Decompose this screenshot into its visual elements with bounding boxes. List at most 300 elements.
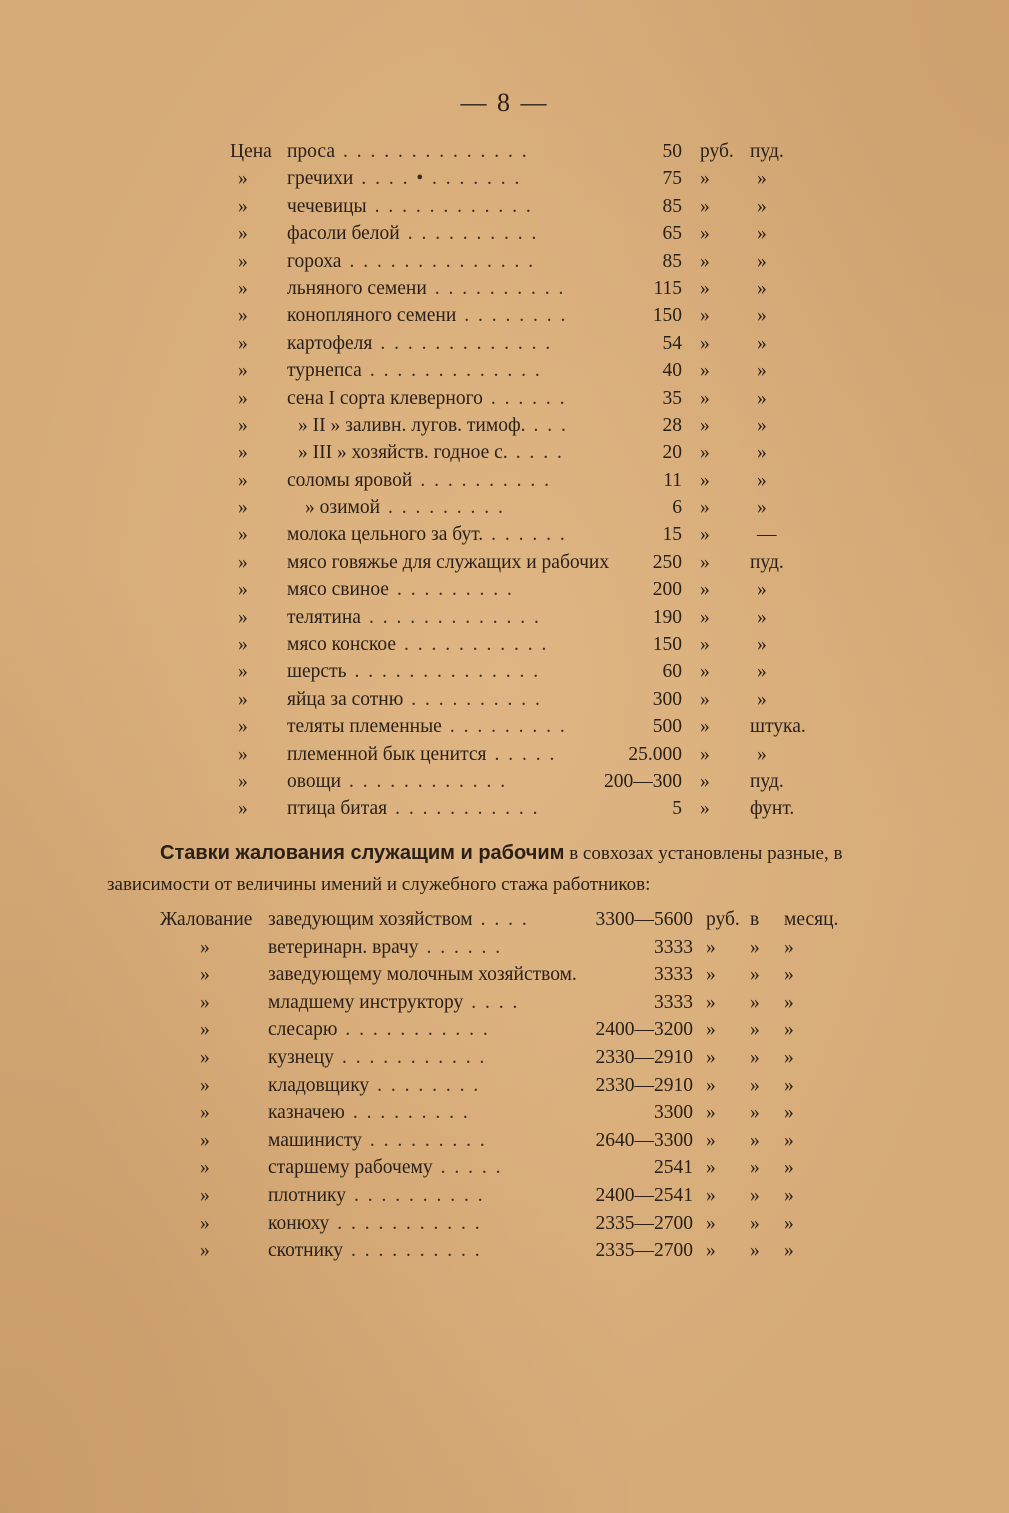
price-item-label: птица битая — [287, 798, 388, 820]
salary-row — [0, 906, 1009, 934]
salary-row — [0, 1154, 1009, 1182]
price-row — [0, 357, 1009, 384]
ditto-mark: » — [238, 250, 248, 272]
salary-value: 2335—2700 — [595, 1240, 693, 1262]
price-unit: » — [700, 277, 710, 299]
price-measure: » — [757, 414, 767, 436]
salary-unit: » — [784, 936, 794, 958]
price-item — [287, 467, 551, 494]
salary-unit: » — [750, 1074, 760, 1096]
price-value: 85 — [662, 250, 682, 272]
salary-unit: » — [706, 1157, 716, 1179]
section-text: в совхозах установлены разные, в зависимости от величины имений и служебного стажа работников: — [107, 843, 843, 895]
salary-item-label: скотнику — [268, 1240, 343, 1262]
leader-dots: . . . . . . . . . . . . . . — [354, 661, 541, 683]
price-value: 150 — [652, 634, 682, 656]
price-item-label: мясо конское — [287, 634, 397, 656]
salary-item-label: заведующим хозяйством — [268, 909, 473, 930]
price-unit: » — [700, 579, 710, 601]
price-item — [287, 576, 514, 603]
leader-dots: . . . . . . . . . . — [350, 1240, 482, 1262]
leader-dots: . . . . . . . . . — [388, 497, 505, 519]
leader-dots: . . . . . . . . . . — [434, 277, 566, 299]
price-item-label: телятина — [287, 606, 361, 628]
price-row — [0, 439, 1009, 466]
page-number: — 8 — — [460, 88, 549, 117]
price-row — [0, 768, 1009, 795]
ditto-mark: » — [238, 305, 248, 327]
salary-unit: » — [784, 1212, 794, 1234]
salary-value: 2541 — [654, 1157, 693, 1179]
price-measure: » — [757, 606, 767, 628]
salary-row — [0, 934, 1009, 962]
leader-dots: . . . . . . . . . — [396, 579, 514, 601]
leader-dots: . . . . — [480, 909, 529, 930]
price-value: 500 — [652, 716, 682, 738]
price-item — [287, 741, 556, 768]
salary-item-label: кузнецу — [268, 1046, 334, 1068]
price-unit: » — [700, 743, 710, 765]
price-row — [0, 521, 1009, 548]
price-item — [287, 220, 538, 247]
price-measure: » — [757, 579, 767, 601]
salary-value: 3333 — [654, 991, 693, 1013]
price-value: 15 — [662, 524, 682, 546]
price-unit: » — [700, 332, 710, 354]
leader-dots: . . . . . . — [490, 387, 567, 409]
price-item-label: соломы яровой — [287, 469, 413, 491]
salary-item — [268, 1154, 502, 1182]
price-row — [0, 330, 1009, 357]
price-unit: » — [700, 414, 710, 436]
ditto-mark: » — [238, 798, 248, 820]
price-item-label: племенной бык ценится — [287, 743, 487, 765]
salary-item — [268, 1210, 482, 1238]
price-item — [287, 193, 533, 220]
salary-item — [268, 1099, 470, 1127]
salary-unit: руб. — [706, 909, 740, 930]
ditto-mark: » — [200, 964, 210, 986]
price-item-label: гороха — [287, 250, 342, 272]
price-row — [0, 741, 1009, 768]
salary-unit: » — [750, 1184, 760, 1206]
price-value: 65 — [662, 223, 682, 245]
leader-dots: . . . . . . . . . . . . . . — [342, 141, 529, 162]
price-value: 60 — [662, 661, 682, 683]
price-unit: » — [700, 606, 710, 628]
price-row — [0, 467, 1009, 494]
salary-unit: » — [784, 1157, 794, 1179]
price-row — [0, 604, 1009, 631]
salary-unit: » — [784, 1102, 794, 1124]
price-item-label: гречихи — [287, 168, 354, 190]
leader-dots: . . . . . . . . . . . . . — [368, 606, 541, 628]
price-measure: — — [757, 524, 777, 546]
ditto-mark: » — [200, 1019, 210, 1041]
price-item — [287, 138, 529, 165]
salary-unit: » — [784, 1129, 794, 1151]
salary-unit: месяц. — [784, 909, 839, 930]
price-item-label: овощи — [287, 770, 342, 792]
price-prefix: Цена — [230, 141, 272, 162]
salary-unit: » — [750, 1046, 760, 1068]
salary-unit: » — [784, 1046, 794, 1068]
price-measure: » — [757, 743, 767, 765]
price-measure: » — [757, 497, 767, 519]
price-measure: » — [757, 332, 767, 354]
leader-dots: . . . . — [515, 442, 564, 464]
ditto-mark: » — [238, 414, 248, 436]
ditto-mark: » — [200, 1157, 210, 1179]
price-item-label: шерсть — [287, 661, 347, 683]
salary-unit: » — [706, 936, 716, 958]
leader-dots: . . . . . . . . . — [369, 1129, 487, 1151]
salary-value: 2330—2910 — [595, 1074, 693, 1096]
price-row — [0, 138, 1009, 165]
price-item — [287, 686, 542, 713]
ditto-mark: » — [238, 168, 248, 190]
price-row — [0, 302, 1009, 329]
salary-value: 2400—2541 — [595, 1184, 693, 1206]
salary-item-label: кладовщику — [268, 1074, 370, 1096]
price-unit: » — [700, 223, 710, 245]
price-unit: » — [700, 387, 710, 409]
price-measure: » — [757, 469, 767, 491]
salary-item — [268, 989, 519, 1017]
ditto-mark: » — [200, 1240, 210, 1262]
salary-row — [0, 1182, 1009, 1210]
salary-item — [268, 934, 502, 962]
salary-item — [268, 961, 585, 989]
price-measure: » — [757, 305, 767, 327]
price-row — [0, 658, 1009, 685]
salary-item — [268, 1127, 487, 1155]
price-value: 11 — [663, 469, 682, 491]
ditto-mark: » — [200, 1046, 210, 1068]
price-unit: » — [700, 250, 710, 272]
salary-item — [268, 1016, 490, 1044]
price-item-label: конопляного семени — [287, 305, 457, 327]
ditto-mark: » — [238, 743, 248, 765]
salary-item-label: казначею — [268, 1102, 345, 1124]
price-item-label: мясо говяжье для служащих и рабочих — [287, 551, 610, 573]
salary-unit: » — [706, 1184, 716, 1206]
price-value: 75 — [662, 168, 682, 190]
price-item — [287, 165, 521, 192]
price-value: 35 — [662, 387, 682, 409]
price-measure: фунт. — [750, 798, 795, 820]
ditto-mark: » — [200, 1074, 210, 1096]
price-measure: » — [757, 168, 767, 190]
price-item-label: » озимой — [305, 497, 381, 519]
price-unit: » — [700, 195, 710, 217]
ditto-mark: » — [238, 332, 248, 354]
price-row — [0, 385, 1009, 412]
ditto-mark: » — [200, 1184, 210, 1206]
price-value: 6 — [672, 497, 682, 519]
price-item-label: » II » заливн. лугов. тимоф. — [298, 414, 526, 436]
price-item — [287, 658, 540, 685]
price-measure: пуд. — [750, 141, 784, 162]
price-value: 54 — [662, 332, 682, 354]
leader-dots: . . . . . . . . . . . — [337, 1212, 482, 1234]
price-list — [0, 138, 1009, 823]
ditto-mark: » — [200, 936, 210, 958]
ditto-mark: » — [238, 387, 248, 409]
price-value: 250 — [652, 551, 682, 573]
price-item — [287, 521, 567, 548]
price-item-label: турнепса — [287, 360, 362, 382]
salary-value: 3300—5600 — [595, 909, 693, 930]
price-row — [0, 494, 1009, 521]
leader-dots: . . . . . . . . . . . . — [349, 770, 508, 792]
ditto-mark: » — [238, 469, 248, 491]
price-measure: » — [757, 277, 767, 299]
salary-unit: » — [784, 1019, 794, 1041]
price-value: 25.000 — [628, 743, 682, 765]
price-unit: руб. — [700, 141, 734, 162]
salary-unit: » — [706, 964, 716, 986]
leader-dots: . . . . . . . . — [377, 1074, 481, 1096]
salary-unit: » — [706, 991, 716, 1013]
price-item-label: яйца за сотню — [287, 688, 404, 710]
salary-value: 2330—2910 — [595, 1046, 693, 1068]
salary-unit: » — [706, 1212, 716, 1234]
leader-dots: . . . . . . — [491, 524, 567, 546]
price-item — [287, 385, 567, 412]
salary-item-label: заведующему молочным хозяйством. — [268, 964, 577, 986]
salary-row — [0, 1044, 1009, 1072]
leader-dots: . . . . . . . . . . . . — [374, 195, 533, 217]
ditto-mark: » — [238, 661, 248, 683]
price-value: 190 — [652, 606, 682, 628]
ditto-mark: » — [238, 360, 248, 382]
salary-unit: » — [784, 1240, 794, 1262]
salary-item-label: младшему инструктору — [268, 991, 464, 1013]
price-measure: » — [757, 661, 767, 683]
price-row — [0, 220, 1009, 247]
salary-item-label: конюху — [268, 1212, 330, 1234]
salary-row — [0, 1237, 1009, 1265]
price-value: 115 — [653, 277, 682, 299]
price-row — [0, 165, 1009, 192]
price-item-label: чечевицы — [287, 195, 367, 217]
salary-value: 2335—2700 — [595, 1212, 693, 1234]
ditto-mark: » — [200, 991, 210, 1013]
salary-value: 2640—3300 — [595, 1129, 693, 1151]
leader-dots: . . . . . . . . — [464, 305, 568, 327]
salary-prefix: Жалование — [160, 909, 253, 930]
salary-item-label: ветеринарн. врачу — [268, 936, 419, 958]
salary-row — [0, 1016, 1009, 1044]
ditto-mark: » — [238, 688, 248, 710]
price-item — [287, 549, 617, 576]
price-unit: » — [700, 442, 710, 464]
leader-dots: . . . . . . . . . . — [354, 1184, 485, 1206]
price-value: 28 — [662, 414, 682, 436]
salary-row — [0, 1099, 1009, 1127]
price-value: 150 — [652, 305, 682, 327]
leader-dots: . . . . — [471, 991, 520, 1013]
price-item — [287, 275, 565, 302]
price-item-label: льняного семени — [287, 277, 427, 299]
salary-unit: » — [750, 1212, 760, 1234]
price-measure: пуд. — [750, 770, 784, 792]
price-item-label: проса — [287, 141, 335, 162]
price-measure: » — [757, 688, 767, 710]
price-unit: » — [700, 168, 710, 190]
price-item — [287, 248, 535, 275]
salary-item-label: плотнику — [268, 1184, 346, 1206]
leader-dots: . . . . . . . . . — [449, 716, 567, 738]
salary-unit: » — [750, 1157, 760, 1179]
price-measure: » — [757, 442, 767, 464]
leader-dots: . . . . . . . . . . . — [345, 1019, 490, 1041]
price-unit: » — [700, 688, 710, 710]
price-row — [0, 412, 1009, 439]
ditto-mark: » — [238, 606, 248, 628]
leader-dots: . . . . • . . . . . . . — [361, 168, 522, 190]
price-unit: » — [700, 497, 710, 519]
ditto-mark: » — [238, 497, 248, 519]
salary-item-label: старшему рабочему — [268, 1157, 433, 1179]
price-value: 50 — [662, 141, 682, 162]
salary-row — [0, 961, 1009, 989]
salary-section-paragraph — [107, 838, 887, 900]
ditto-mark: » — [238, 770, 248, 792]
salary-list — [0, 906, 1009, 1265]
price-value: 200 — [652, 579, 682, 601]
ditto-mark: » — [238, 716, 248, 738]
salary-unit: » — [784, 1184, 794, 1206]
leader-dots: . . . . . — [440, 1157, 503, 1179]
price-row — [0, 686, 1009, 713]
price-unit: » — [700, 770, 710, 792]
section-heading: Ставки жалования служащим и рабочим — [160, 842, 565, 864]
salary-row — [0, 1072, 1009, 1100]
ditto-mark: » — [238, 195, 248, 217]
leader-dots: . . . . . . . . . . — [411, 688, 542, 710]
ditto-mark: » — [200, 1102, 210, 1124]
price-item — [287, 604, 541, 631]
leader-dots: . . . . . . . . . . — [407, 223, 539, 245]
price-unit: » — [700, 551, 710, 573]
price-row — [0, 193, 1009, 220]
price-item — [287, 768, 507, 795]
price-item — [287, 330, 552, 357]
price-measure: пуд. — [750, 551, 784, 573]
price-value: 300 — [652, 688, 682, 710]
salary-unit: » — [706, 1102, 716, 1124]
price-item-label: теляты племенные — [287, 716, 442, 738]
price-unit: » — [700, 716, 710, 738]
price-unit: » — [700, 524, 710, 546]
leader-dots: . . . . . . . . . — [352, 1102, 470, 1124]
salary-row — [0, 1127, 1009, 1155]
price-item — [287, 302, 567, 329]
leader-dots: . . . . . . . . . . — [420, 469, 551, 491]
salary-value: 3300 — [654, 1102, 693, 1124]
salary-item — [268, 1182, 485, 1210]
price-row — [0, 549, 1009, 576]
salary-row — [0, 1210, 1009, 1238]
salary-unit: » — [784, 964, 794, 986]
leader-dots: . . . . . . . . . . . — [341, 1046, 487, 1068]
price-measure: » — [757, 360, 767, 382]
price-measure: штука. — [750, 716, 806, 738]
salary-item — [268, 1237, 482, 1265]
ditto-mark: » — [238, 277, 248, 299]
leader-dots: . . . . . . . . . . . . . — [380, 332, 553, 354]
salary-unit: » — [706, 1046, 716, 1068]
price-measure: » — [757, 195, 767, 217]
salary-value: 3333 — [654, 936, 693, 958]
salary-unit: » — [750, 1129, 760, 1151]
salary-row — [0, 989, 1009, 1017]
price-measure: » — [757, 250, 767, 272]
salary-unit: » — [750, 1102, 760, 1124]
price-value: 200—300 — [604, 770, 682, 792]
price-item-label: » III » хозяйств. годное с. — [298, 442, 508, 464]
leader-dots: . . . . . — [494, 743, 557, 765]
price-item — [287, 713, 567, 740]
salary-item-label: слесарю — [268, 1019, 338, 1041]
leader-dots: . . . . . . . . . . . . . . — [349, 250, 536, 272]
salary-unit: » — [750, 991, 760, 1013]
leader-dots: . . . . . . . . . . . . . — [369, 360, 542, 382]
price-row — [0, 248, 1009, 275]
salary-value: 3333 — [654, 964, 693, 986]
salary-item-label: машинисту — [268, 1129, 362, 1151]
salary-unit: » — [706, 1019, 716, 1041]
salary-unit: в — [750, 909, 760, 930]
ditto-mark: » — [238, 223, 248, 245]
ditto-mark: » — [238, 634, 248, 656]
price-row — [0, 795, 1009, 822]
salary-unit: » — [706, 1129, 716, 1151]
price-value: 5 — [672, 798, 682, 820]
price-measure: » — [757, 387, 767, 409]
salary-unit: » — [784, 1074, 794, 1096]
ditto-mark: » — [200, 1212, 210, 1234]
price-item-label: сена I сорта клеверного — [287, 387, 483, 409]
price-value: 20 — [662, 442, 682, 464]
ditto-mark: » — [238, 442, 248, 464]
price-item-label: молока цельного за бут. — [287, 524, 484, 546]
price-unit: » — [700, 305, 710, 327]
ditto-mark: » — [200, 1129, 210, 1151]
salary-value: 2400—3200 — [595, 1019, 693, 1041]
salary-unit: » — [750, 1019, 760, 1041]
ditto-mark: » — [238, 524, 248, 546]
ditto-mark: » — [238, 551, 248, 573]
salary-item — [268, 1044, 486, 1072]
salary-unit: » — [750, 964, 760, 986]
price-item — [287, 795, 539, 822]
leader-dots: . . . . . . — [426, 936, 503, 958]
price-item — [298, 412, 568, 439]
salary-unit: » — [706, 1240, 716, 1262]
price-value: 85 — [662, 195, 682, 217]
price-measure: » — [757, 223, 767, 245]
price-item-label: картофеля — [287, 332, 373, 354]
price-row — [0, 275, 1009, 302]
salary-unit: » — [750, 1240, 760, 1262]
price-item — [305, 494, 505, 521]
salary-unit: » — [706, 1074, 716, 1096]
price-item-label: мясо свиное — [287, 579, 389, 601]
salary-item — [268, 1072, 480, 1100]
